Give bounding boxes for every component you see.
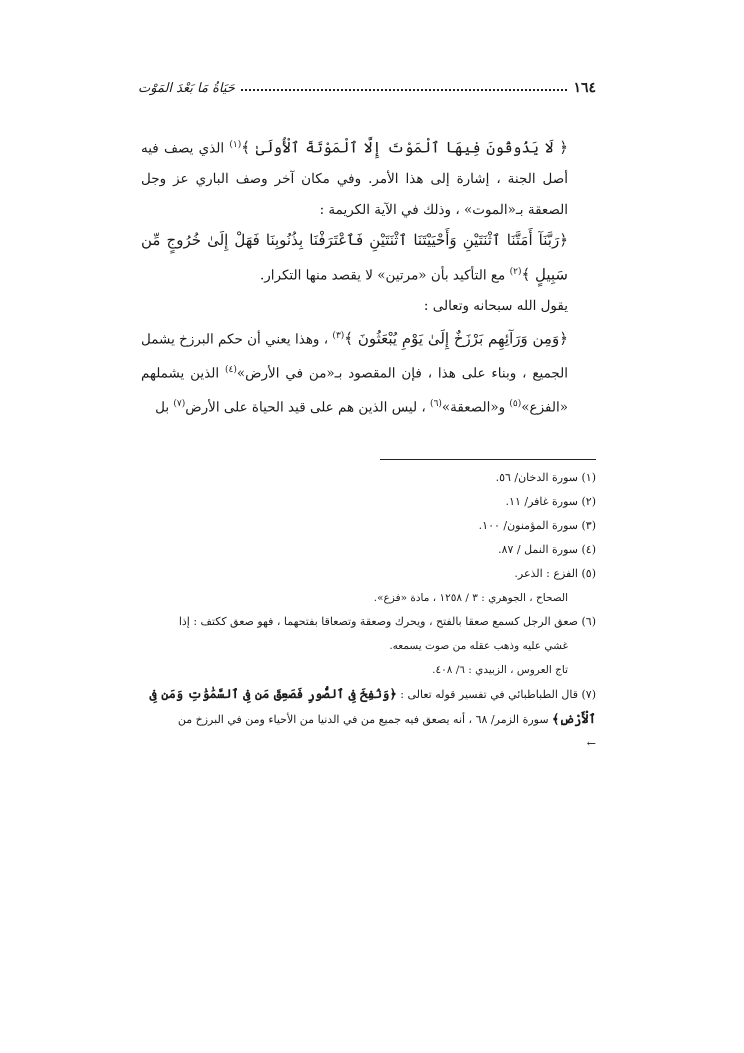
footnote-3: (٣) سورة المؤمنون/ ١٠٠. bbox=[478, 519, 596, 532]
footnote-ref-2: (٢) bbox=[509, 266, 522, 277]
footnote-2: (٢) سورة غافر/ ١١. bbox=[505, 495, 596, 508]
footnote-6-source: تاج العروس ، الزبيدي : ٦/ ٤٠٨. bbox=[432, 664, 568, 676]
continue-arrow-line bbox=[138, 732, 596, 756]
paragraph-3-intro: يقول الله سبحانه وتعالى : bbox=[423, 297, 568, 314]
quran-verse-1: ﴿ لَا يَذُوقُونَ فِيهَا ٱلْمَوْتَ إِلَّا ٱلْمَوْتَةَ ٱلْأُولَىٰ ﴾ bbox=[241, 138, 568, 157]
footnote-1: (١) سورة الدخان/ ٥٦. bbox=[495, 471, 596, 484]
footnote-ref-7: (٧) bbox=[173, 399, 186, 409]
paragraph-1 bbox=[141, 130, 596, 225]
paragraph-4-text-d: ، ليس الذين هم على قيد الحياة على الأرض bbox=[185, 399, 431, 416]
paragraph-4-text-a: ، وهذا يعني أن حكم البرزخ يشمل الجميع ، وبناء على هذا ، فإن المقصود بـ«من في الأرض» bbox=[141, 331, 568, 382]
footnotes bbox=[138, 466, 596, 756]
footnote-7-quran: ﴿وَنُفِخَ فِى ٱلصُّورِ فَصَعِقَ مَن فِى ٱلسَّمَٰوَٰتِ وَمَن فِى ٱلْأَرْضِ﴾ bbox=[149, 686, 596, 726]
footnote-7-text-b: سورة الزمر/ ٦٨ ، أنه يصعق فيه جميع من في الدنيا من الأحياء ومن في البرزخ من bbox=[177, 713, 553, 726]
paragraph-1-text: الذي يصف فيه أصل الجنة ، إشارة إلى هذا الأمر. وفي مكان آخر وصف الباري عز وجل الصعقة بـ«الموت» ، وذلك في الآية الكريمة : bbox=[141, 140, 568, 218]
footnote-ref-1: (١) bbox=[229, 140, 242, 150]
main-text bbox=[141, 130, 596, 423]
footnote-ref-4: (٤) bbox=[225, 365, 237, 375]
footnote-ref-5: (٥) bbox=[509, 399, 522, 409]
footnote-7 bbox=[138, 682, 596, 732]
paragraph-4-text-c: و«الصعقة» bbox=[441, 399, 510, 416]
paragraph-4 bbox=[141, 321, 596, 423]
paragraph-4-text-e: بل bbox=[155, 399, 174, 416]
footnote-ref-3: (٣) bbox=[332, 331, 345, 341]
footnote-6-continuation: غشي عليه وذهب عقله من صوت يسمعه. bbox=[389, 640, 568, 652]
paragraph-2 bbox=[141, 225, 596, 291]
continue-arrow-icon: ← bbox=[586, 737, 596, 750]
quran-verse-2: ﴿رَبَّنَآ أَمَتَّنَا ٱثْنَتَيْنِ وَأَحْيَيْتَنَا ٱثْنَتَيْنِ فَٱعْتَرَفْنَا بِذُنُوبِنَا فَهَلْ إِلَىٰ خُرُوجٍ مِّن سَبِيلٍ ﴾ bbox=[141, 231, 568, 283]
page-number: ١٦٤ bbox=[573, 80, 596, 96]
page-header bbox=[138, 70, 596, 96]
footnote-ref-6: (٦) bbox=[430, 399, 442, 409]
footnote-5: (٥) الفزع : الذعر. bbox=[514, 567, 596, 580]
paragraph-4-text-b: الذين يشملهم «الفزع» bbox=[141, 365, 568, 416]
paragraph-2-text: مع التأكيد بأن «مرتين» لا يقصد منها التكرار. bbox=[259, 267, 510, 283]
running-book-title: حَيَاةُ مَا بَعْدَ المَوْت bbox=[138, 81, 235, 96]
footnote-5-source: الصحاح ، الجوهري : ٣ / ١٢٥٨ ، مادة «فزع». bbox=[373, 592, 568, 604]
footnote-separator bbox=[380, 459, 596, 460]
footnote-4: (٤) سورة النمل / ٨٧. bbox=[498, 543, 596, 556]
footnote-7-text-a: (٧) قال الطباطبائي في تفسير قوله تعالى : bbox=[396, 688, 596, 701]
footnote-6: (٦) صعق الرجل كسمع صعقا بالفتح ، ويحرك وصعقة وتصعاقا بفتحهما ، فهو صعق ككتف : إذا bbox=[178, 615, 596, 628]
header-dotted-leader bbox=[241, 88, 568, 91]
quran-verse-3: ﴿وَمِن وَرَآئِهِم بَرْزَخٌ إِلَىٰ يَوْمِ يُبْعَثُونَ ﴾ bbox=[344, 329, 568, 348]
